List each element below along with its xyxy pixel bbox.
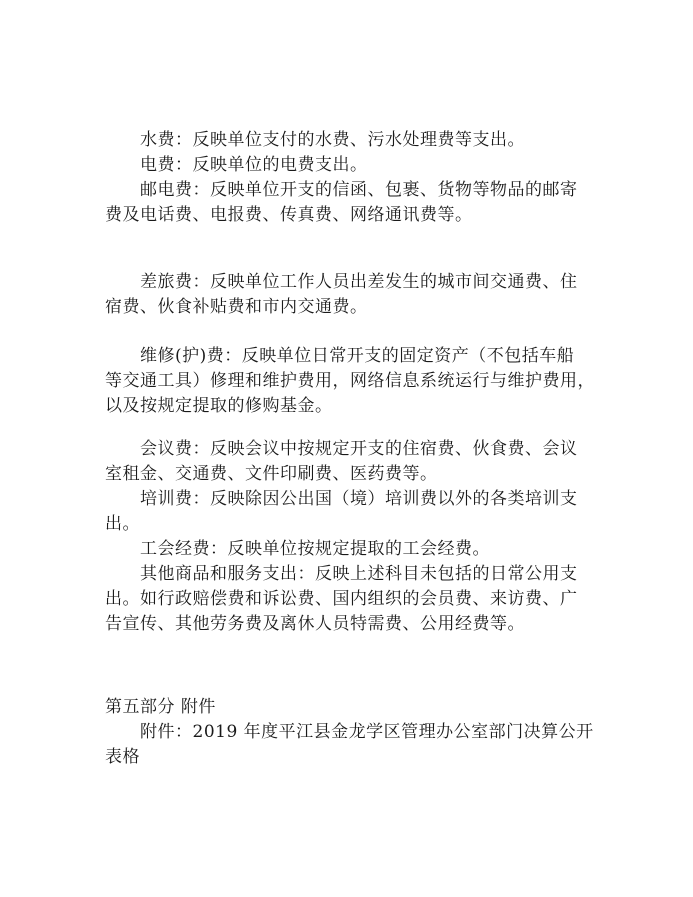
paragraph-other-expenses-cont2: 告宣传、其他劳务费及离休人员特需费、公用经费等。 — [105, 614, 525, 634]
paragraph-appendix-cont: 表格 — [105, 747, 140, 767]
paragraph-postal-fee: 邮电费：反映单位开支的信函、包裹、货物等物品的邮寄 — [140, 180, 578, 200]
paragraph-travel-fee: 差旅费：反映单位工作人员出差发生的城市间交通费、住 — [140, 272, 578, 292]
paragraph-electricity-fee: 电费：反映单位的电费支出。 — [140, 155, 368, 175]
paragraph-meeting-fee: 会议费：反映会议中按规定开支的住宿费、伙食费、会议 — [140, 439, 578, 459]
paragraph-training-fee: 培训费：反映除因公出国（境）培训费以外的各类培训支 — [140, 489, 578, 509]
paragraph-postal-fee-cont: 费及电话费、电报费、传真费、网络通讯费等。 — [105, 205, 473, 225]
paragraph-meeting-fee-cont: 室租金、交通费、文件印刷费、医药费等。 — [105, 464, 438, 484]
paragraph-water-fee: 水费：反映单位支付的水费、污水处理费等支出。 — [140, 130, 525, 150]
paragraph-maintenance-fee-cont2: 以及按规定提取的修购基金。 — [105, 396, 333, 416]
paragraph-maintenance-fee-cont: 等交通工具）修理和维护费用，网络信息系统运行与维护费用， — [105, 371, 595, 391]
paragraph-other-expenses: 其他商品和服务支出：反映上述科目未包括的日常公用支 — [140, 564, 578, 584]
section-heading-appendix: 第五部分 附件 — [105, 697, 216, 717]
paragraph-appendix: 附件：2019 年度平江县金龙学区管理办公室部门决算公开 — [140, 722, 594, 742]
paragraph-other-expenses-cont: 出。如行政赔偿费和诉讼费、国内组织的会员费、来访费、广 — [105, 589, 578, 609]
paragraph-maintenance-fee: 维修(护)费：反映单位日常开支的固定资产（不包括车船 — [140, 346, 575, 366]
paragraph-travel-fee-cont: 宿费、伙食补贴费和市内交通费。 — [105, 297, 368, 317]
paragraph-union-fee: 工会经费：反映单位按规定提取的工会经费。 — [140, 539, 490, 559]
paragraph-training-fee-cont: 出。 — [105, 514, 140, 534]
